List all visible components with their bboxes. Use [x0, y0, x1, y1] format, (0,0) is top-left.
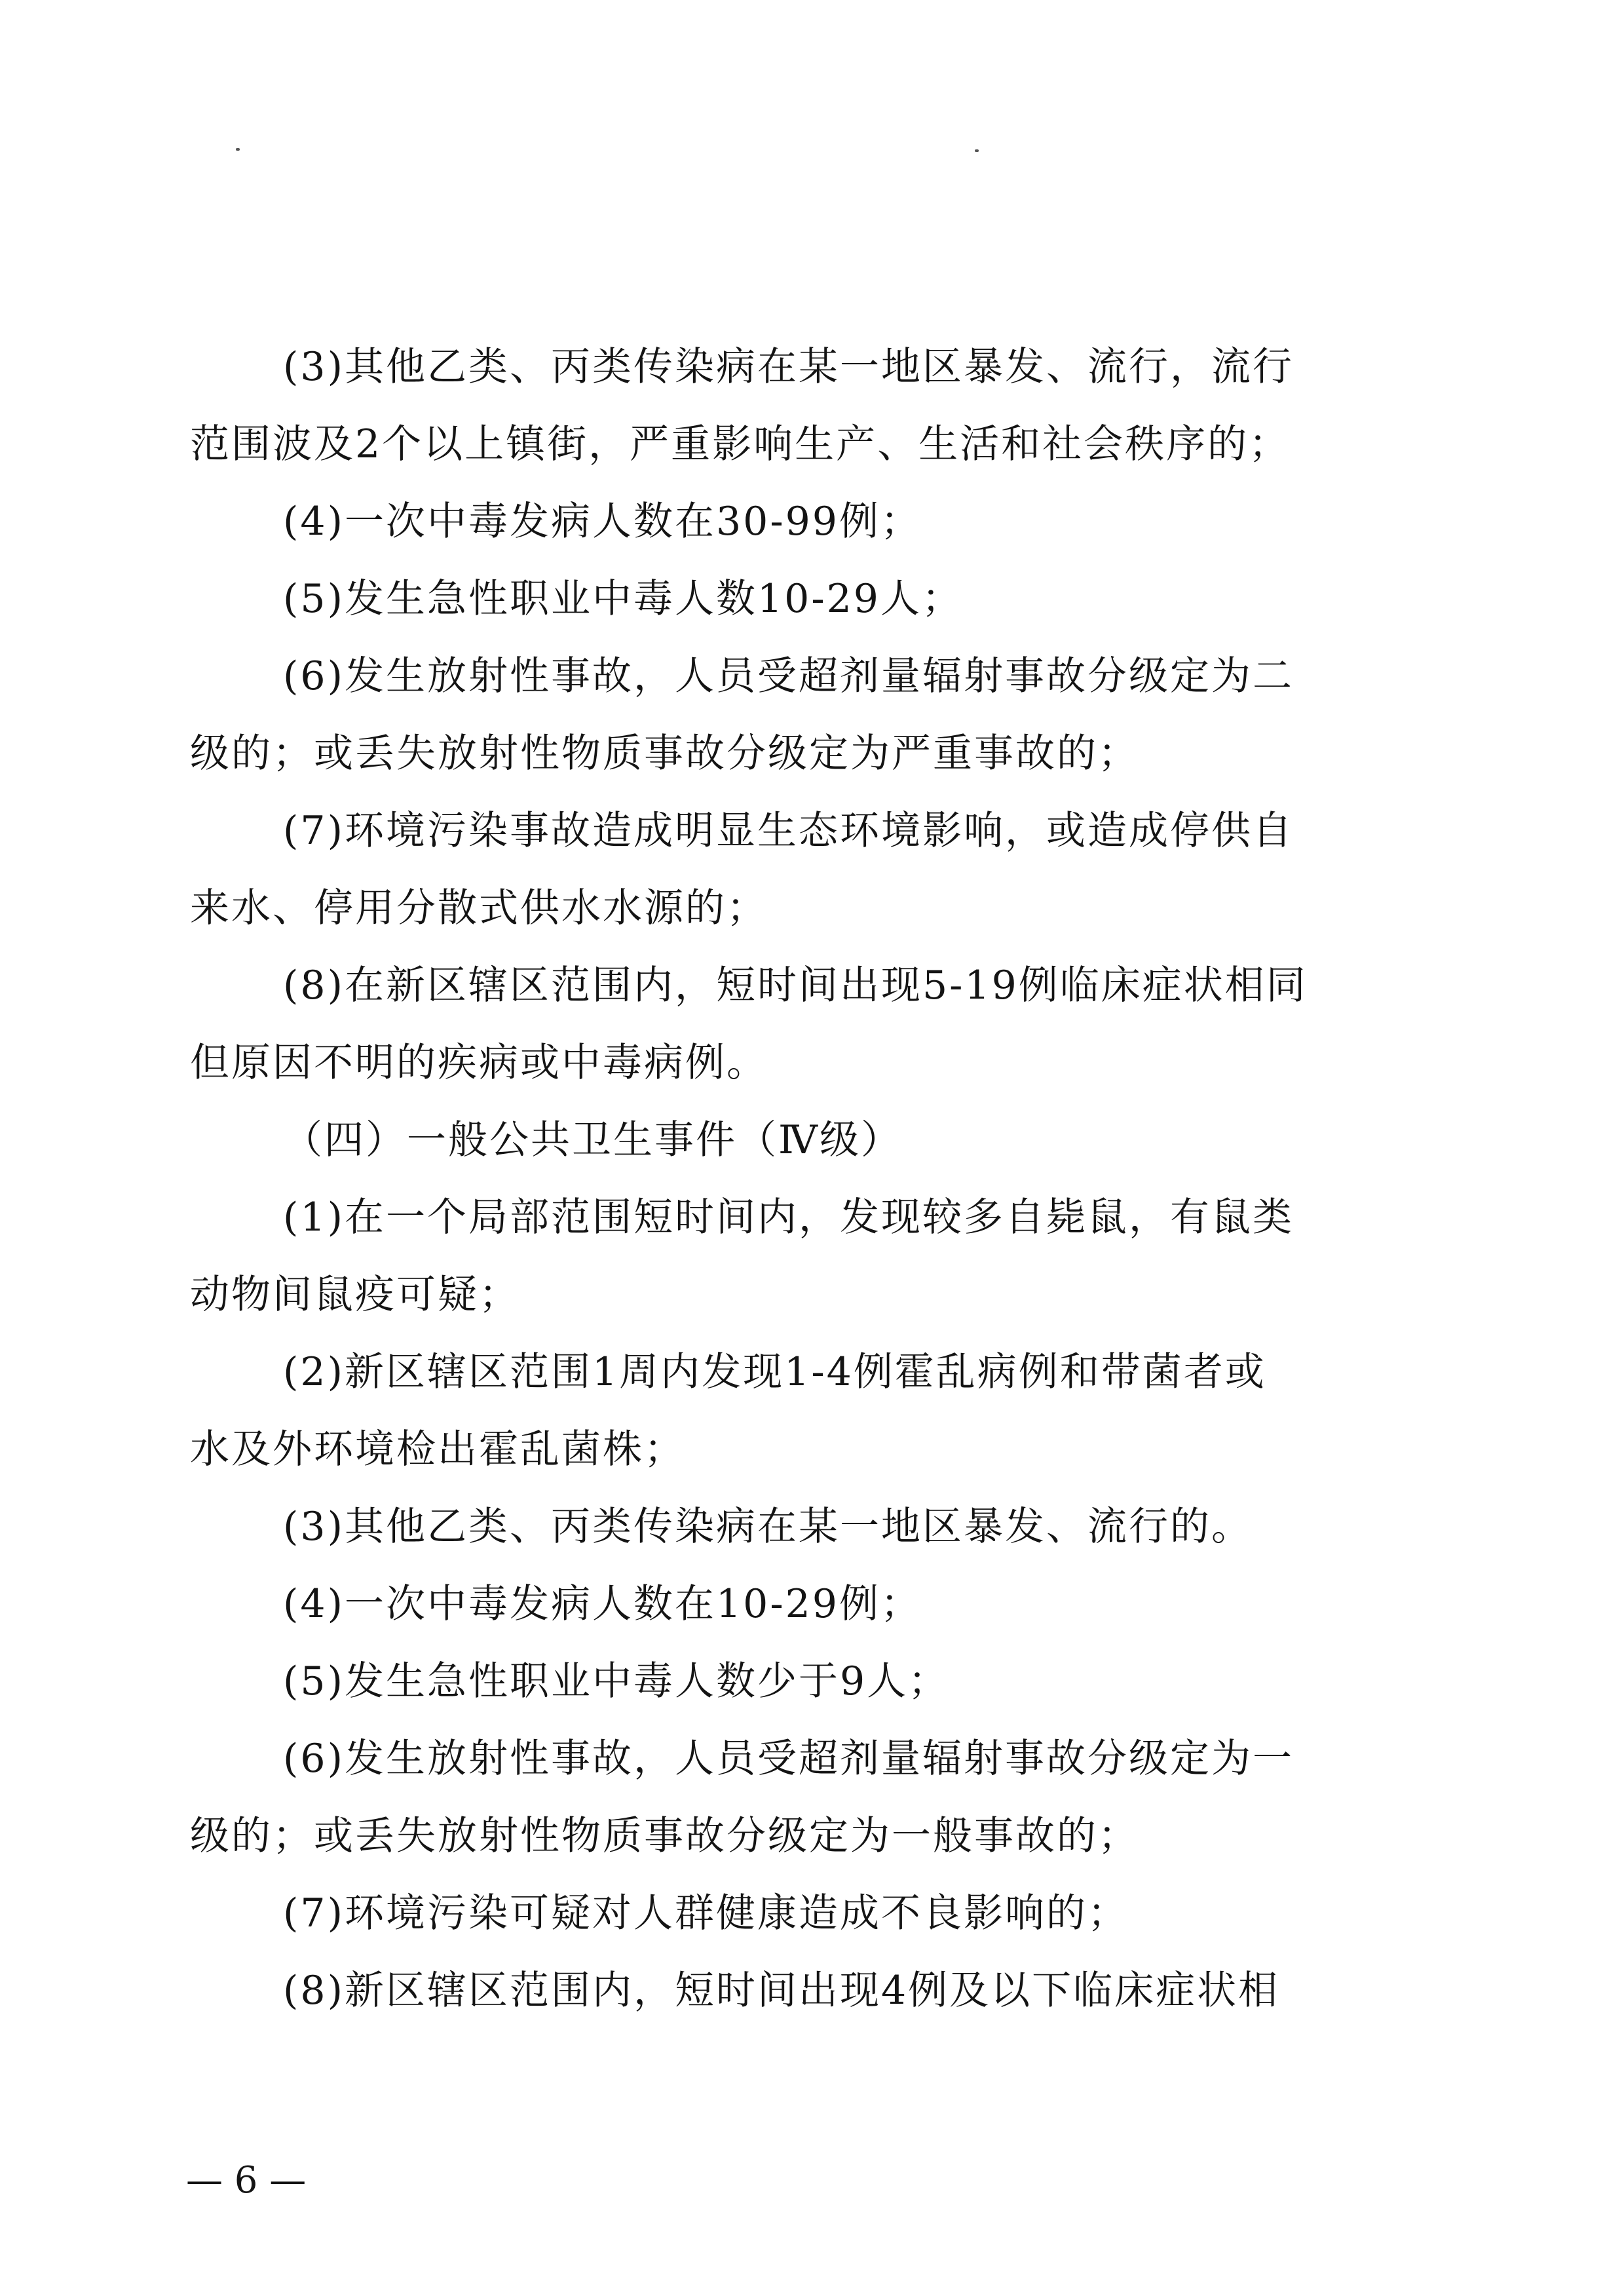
paragraph-line: (8)在新区辖区范围内，短时间出现5-19例临床症状相同	[283, 963, 1308, 1008]
paragraph-line: 水及外环境检出霍乱菌株；	[190, 1426, 685, 1472]
paragraph-line: 动物间鼠疫可疑；	[190, 1272, 520, 1318]
paragraph-line: 但原因不明的疾病或中毒病例。	[190, 1040, 768, 1086]
paragraph-line: 级的；或丢失放射性物质事故分级定为严重事故的；	[190, 731, 1139, 776]
paragraph-line: (5)发生急性职业中毒人数10-29人；	[283, 576, 963, 622]
page-number: — 6 —	[186, 2159, 307, 2202]
paragraph-line: (8)新区辖区范围内，短时间出现4例及以下临床症状相	[283, 1968, 1280, 2014]
paragraph-line: (4)一次中毒发病人数在10-29例；	[283, 1581, 922, 1627]
paragraph-line: (3)其他乙类、丙类传染病在某一地区暴发、流行的。	[283, 1504, 1253, 1550]
paragraph-line: 来水、停用分散式供水水源的；	[190, 885, 768, 931]
scan-speck	[975, 149, 979, 152]
paragraph-line: (7)环境污染事故造成明显生态环境影响，或造成停供自	[283, 808, 1294, 854]
paragraph-line: (5)发生急性职业中毒人数少于9人；	[283, 1658, 950, 1704]
paragraph-line: (4)一次中毒发病人数在30-99例；	[283, 499, 922, 545]
section-heading: （四）一般公共卫生事件（Ⅳ级）	[283, 1117, 902, 1163]
scan-speck	[236, 148, 240, 151]
paragraph-line: (3)其他乙类、丙类传染病在某一地区暴发、流行，流行	[283, 344, 1294, 390]
paragraph-line: 级的；或丢失放射性物质事故分级定为一般事故的；	[190, 1813, 1139, 1859]
paragraph-line: 范围波及2个以上镇街，严重影响生产、生活和社会秩序的；	[190, 421, 1291, 467]
paragraph-line: (1)在一个局部范围短时间内，发现较多自毙鼠，有鼠类	[283, 1195, 1294, 1240]
paragraph-line: (6)发生放射性事故，人员受超剂量辐射事故分级定为二	[283, 653, 1294, 699]
paragraph-line: (6)发生放射性事故，人员受超剂量辐射事故分级定为一	[283, 1736, 1294, 1782]
paragraph-line: (7)环境污染可疑对人群健康造成不良影响的；	[283, 1890, 1129, 1936]
paragraph-line: (2)新区辖区范围1周内发现1-4例霍乱病例和带菌者或	[283, 1349, 1266, 1395]
